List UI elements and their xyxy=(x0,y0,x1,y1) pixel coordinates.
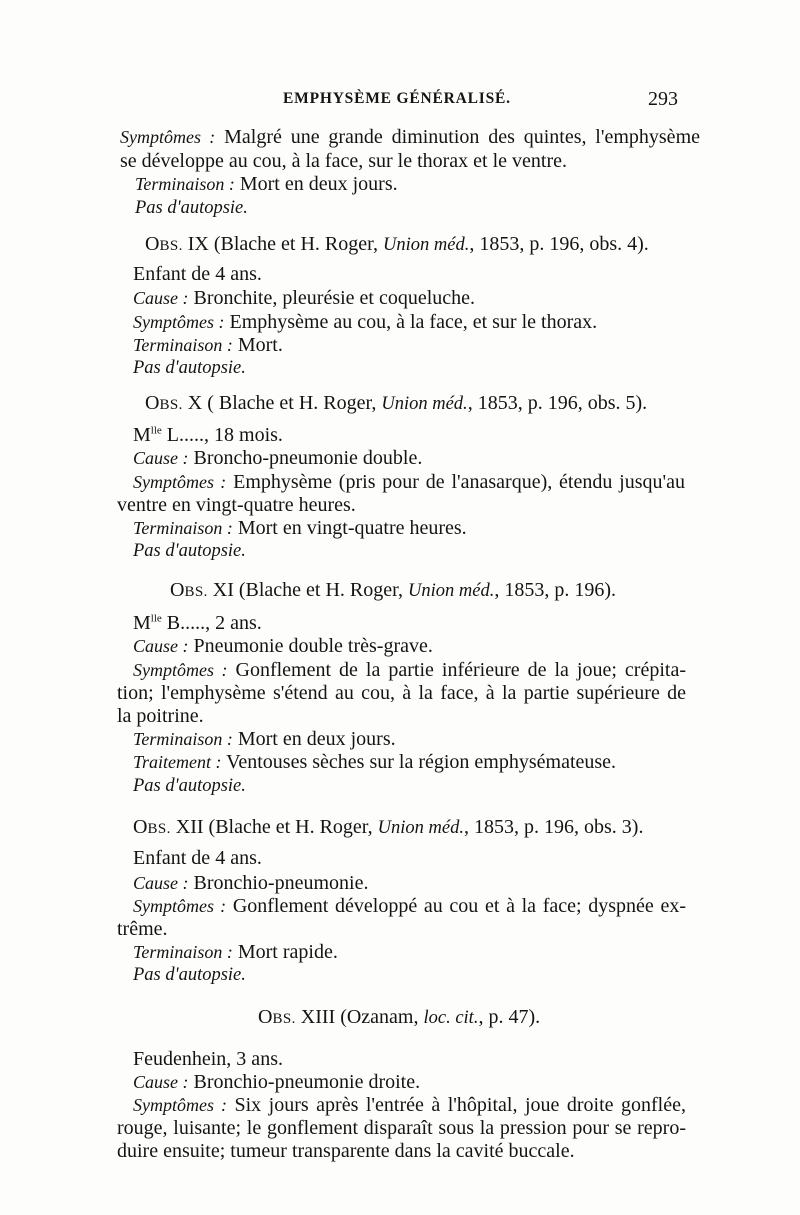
heading-part-a: XII (Blache et H. Roger, xyxy=(175,816,373,838)
obs-smallcaps: BS. xyxy=(159,397,183,413)
symptoms-label: Symptômes : xyxy=(120,127,216,147)
cause-label: Cause : xyxy=(133,1072,189,1092)
cause-line xyxy=(133,871,368,895)
cause-text: Bronchio-pneumonie. xyxy=(193,872,369,894)
cause-text: Bronchio-pneumonie droite. xyxy=(193,1071,421,1093)
cause-label: Cause : xyxy=(133,448,189,468)
observation-heading xyxy=(145,391,647,417)
journal-title: loc. cit. xyxy=(423,1008,479,1028)
symptoms-continuation: tion; l'emphysème s'étend au cou, à la face, à la partie supérieure de xyxy=(117,682,686,704)
patient-title: M xyxy=(133,612,151,634)
patient-title: M xyxy=(133,424,151,446)
termination-label: Terminaison : xyxy=(133,942,233,962)
termination-line xyxy=(135,172,398,196)
heading-part-b: , 1853, p. 196, obs. 4). xyxy=(469,233,649,255)
symptoms-line xyxy=(133,310,597,334)
patient-rest: L....., 18 mois. xyxy=(161,424,283,446)
cause-line xyxy=(133,446,422,470)
symptoms-label: Symptômes : xyxy=(133,896,227,916)
termination-text: Mort. xyxy=(237,334,283,356)
obs-smallcaps: BS. xyxy=(184,584,208,600)
symptoms-text: Gonflement de la partie inférieure de la joue; crépita- xyxy=(235,659,686,681)
symptoms-line xyxy=(133,658,686,682)
symptoms-text: Emphysème (pris pour de l'anasarque), étendu jusqu'au xyxy=(233,471,686,493)
cause-text: Pneumonie double très-grave. xyxy=(193,635,433,657)
autopsy-line: Pas d'autopsie. xyxy=(133,776,246,796)
obs-prefix: O xyxy=(133,816,148,838)
termination-text: Mort en vingt-quatre heures. xyxy=(237,517,467,539)
symptoms-line xyxy=(133,470,685,494)
journal-title: Union méd. xyxy=(381,394,468,414)
termination-text: Mort en deux jours. xyxy=(237,728,396,750)
patient-rest: B....., 2 ans. xyxy=(161,612,262,634)
observation-heading xyxy=(258,1005,540,1031)
termination-line xyxy=(133,516,467,540)
observation-heading xyxy=(170,578,616,604)
termination-label: Terminaison : xyxy=(133,729,233,749)
journal-title: Union méd. xyxy=(408,581,495,601)
symptoms-text: Malgré une grande diminution des quintes, l'emphysème xyxy=(224,126,700,148)
cause-label: Cause : xyxy=(133,636,189,656)
symptoms-label: Symptômes : xyxy=(133,1095,227,1115)
journal-title: Union méd. xyxy=(383,235,470,255)
autopsy-line: Pas d'autopsie. xyxy=(133,965,246,985)
symptoms-text: Emphysème au cou, à la face, et sur le thorax. xyxy=(229,311,598,333)
obs-prefix: O xyxy=(145,392,160,414)
treatment-text: Ventouses sèches sur la région emphysémateuse. xyxy=(226,751,617,773)
symptoms-continuation: la poitrine. xyxy=(117,705,204,727)
symptoms-label: Symptômes : xyxy=(133,472,227,492)
page-number: 293 xyxy=(648,88,678,110)
autopsy-line: Pas d'autopsie. xyxy=(133,541,246,561)
termination-line xyxy=(133,333,283,357)
observation-heading xyxy=(133,815,643,841)
patient-line xyxy=(133,423,283,447)
cause-line xyxy=(133,1070,420,1094)
heading-part-a: X ( Blache et H. Roger, xyxy=(187,392,377,414)
termination-text: Mort en deux jours. xyxy=(239,173,398,195)
symptoms-line xyxy=(133,894,686,918)
patient-title-sup: lle xyxy=(150,424,162,437)
running-title: EMPHYSÈME GÉNÉRALISÉ. xyxy=(283,90,511,107)
symptoms-continuation: trême. xyxy=(117,918,168,940)
cause-line xyxy=(133,286,475,310)
symptoms-line xyxy=(133,1093,686,1117)
journal-title: Union méd. xyxy=(377,818,464,838)
termination-text: Mort rapide. xyxy=(237,941,338,963)
symptoms-continuation: rouge, luisante; le gonflement disparaît sous la pression pour se repro- xyxy=(117,1117,686,1139)
autopsy-line: Pas d'autopsie. xyxy=(133,358,246,378)
patient-line: Feudenhein, 3 ans. xyxy=(133,1048,283,1070)
termination-line xyxy=(133,940,338,964)
heading-part-b: , p. 47). xyxy=(478,1006,541,1028)
termination-label: Terminaison : xyxy=(135,174,235,194)
obs-prefix: O xyxy=(170,579,185,601)
obs-smallcaps: BS. xyxy=(272,1011,296,1027)
obs-smallcaps: BS. xyxy=(159,238,183,254)
symptoms-continuation: ventre en vingt-quatre heures. xyxy=(117,494,356,516)
cause-label: Cause : xyxy=(133,288,189,308)
termination-label: Terminaison : xyxy=(133,518,233,538)
symptoms-line xyxy=(120,125,700,149)
running-header xyxy=(0,90,800,116)
patient-title-sup: lle xyxy=(150,612,162,625)
treatment-label: Traitement : xyxy=(133,752,222,772)
observation-heading xyxy=(145,232,649,258)
heading-part-b: , 1853, p. 196). xyxy=(494,579,617,601)
termination-line xyxy=(133,727,396,751)
cause-text: Broncho-pneumonie double. xyxy=(193,447,423,469)
heading-part-a: IX (Blache et H. Roger, xyxy=(187,233,379,255)
symptoms-continuation: se développe au cou, à la face, sur le thorax et le ventre. xyxy=(120,150,568,172)
cause-text: Bronchite, pleurésie et coqueluche. xyxy=(193,287,476,309)
heading-part-b: , 1853, p. 196, obs. 5). xyxy=(467,392,648,414)
autopsy-line: Pas d'autopsie. xyxy=(135,198,248,218)
heading-part-a: XIII (Ozanam, xyxy=(300,1006,419,1028)
obs-smallcaps: BS. xyxy=(147,821,171,837)
patient-line: Enfant de 4 ans. xyxy=(133,847,262,869)
symptoms-text: Six jours après l'entrée à l'hôpital, joue droite gonflée, xyxy=(234,1094,686,1116)
cause-line xyxy=(133,634,433,658)
treatment-line xyxy=(133,750,616,774)
obs-prefix: O xyxy=(258,1006,273,1028)
symptoms-label: Symptômes : xyxy=(133,660,228,680)
cause-label: Cause : xyxy=(133,873,189,893)
patient-line: Enfant de 4 ans. xyxy=(133,263,262,285)
termination-label: Terminaison : xyxy=(133,335,233,355)
symptoms-label: Symptômes : xyxy=(133,312,225,332)
heading-part-b: , 1853, p. 196, obs. 3). xyxy=(464,816,644,838)
symptoms-text: Gonflement développé au cou et à la face; dyspnée ex- xyxy=(232,895,686,917)
patient-line xyxy=(133,611,262,635)
symptoms-continuation: duire ensuite; tumeur transparente dans la cavité buccale. xyxy=(117,1140,575,1162)
obs-prefix: O xyxy=(145,233,160,255)
heading-part-a: XI (Blache et H. Roger, xyxy=(212,579,404,601)
